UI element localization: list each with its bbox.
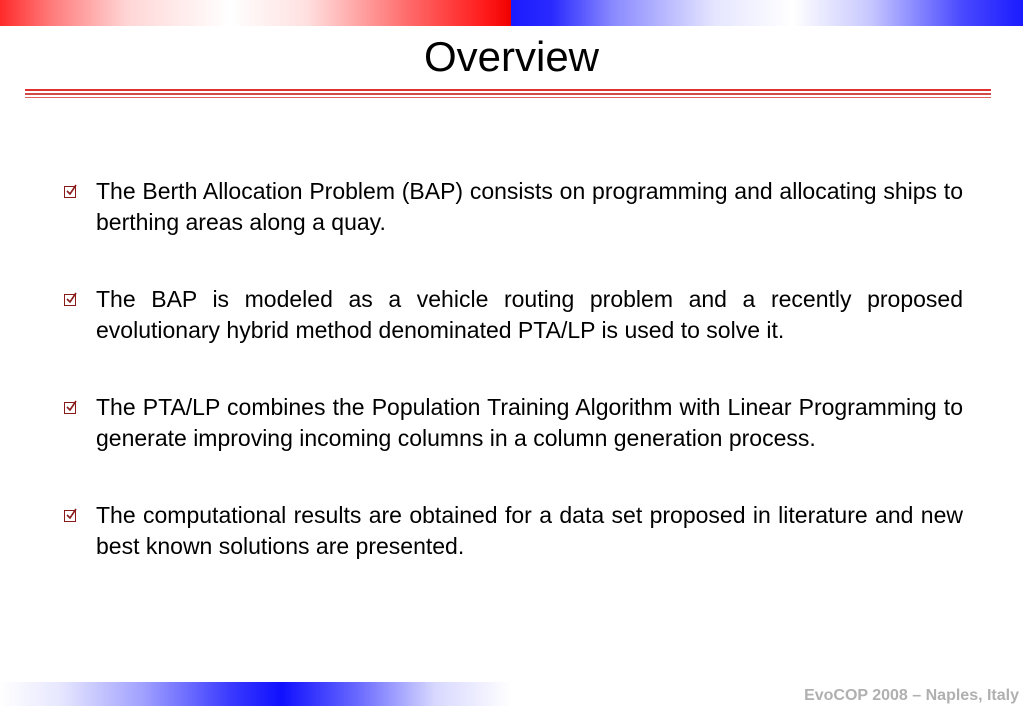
bullet-text: The Berth Allocation Problem (BAP) consists on programming and allocating ships to berthing areas along a quay. [96, 178, 963, 235]
title-underline-rule [25, 97, 991, 98]
checkbox-checked-icon [64, 294, 76, 306]
bullet-item [60, 284, 963, 346]
bullet-item [60, 392, 963, 454]
top-blue-gradient-bar [511, 0, 1023, 26]
title-underline-rule [25, 89, 991, 91]
checkbox-checked-icon [64, 510, 76, 522]
bottom-blue-gradient-bar [0, 682, 512, 706]
bullet-text: The PTA/LP combines the Population Training Algorithm with Linear Programming to generate improving incoming columns in a column generation process. [96, 394, 963, 451]
checkbox-checked-icon [64, 402, 76, 414]
checkbox-checked-icon [64, 186, 76, 198]
top-red-gradient-bar [0, 0, 511, 26]
bullet-text: The BAP is modeled as a vehicle routing problem and a recently proposed evolutionary hybrid method denominated PTA/LP is used to solve it. [96, 286, 963, 343]
bullet-list [60, 176, 963, 608]
bullet-text: The computational results are obtained for a data set proposed in literature and new best known solutions are presented. [96, 502, 963, 559]
footer-text: EvoCOP 2008 – Naples, Italy [804, 687, 1019, 704]
title-underline-rule [25, 93, 991, 95]
bullet-item [60, 500, 963, 562]
bullet-item [60, 176, 963, 238]
slide-title: Overview [423, 33, 600, 80]
